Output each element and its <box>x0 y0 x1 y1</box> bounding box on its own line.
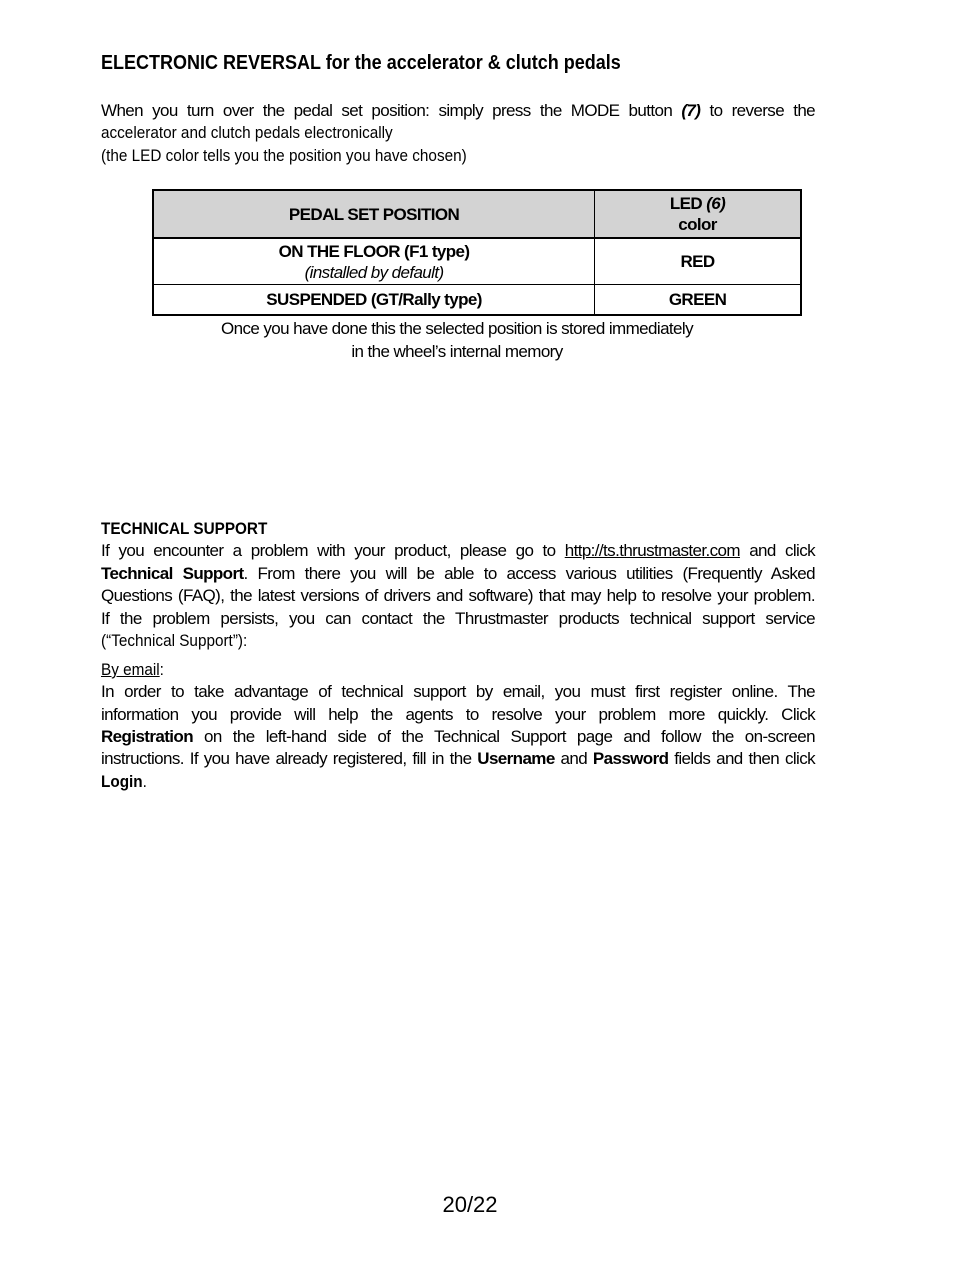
section-heading-technical-support: TECHNICAL SUPPORT <box>101 519 268 538</box>
table-header-position: PEDAL SET POSITION <box>153 190 595 238</box>
email-subheading: By email: <box>101 660 164 679</box>
support-line-1: If you encounter a problem with your product, please go to http://ts.thrustmaster.com and click <box>101 541 816 560</box>
email-line-4: instructions. If you have already registered, fill in the Username and Password fields and then click <box>101 749 816 768</box>
email-line-2: information you provide will help the agents to resolve your problem more quickly. Click <box>101 705 815 724</box>
table-note-line-2: in the wheel’s internal memory <box>351 342 563 361</box>
table-header-led: LED (6) color <box>595 190 801 238</box>
support-website-link[interactable]: http://ts.thrustmaster.com <box>564 541 740 560</box>
table-cell-led: RED <box>595 238 801 285</box>
reversal-paragraph-line-3: (the LED color tells you the position you have chosen) <box>101 146 467 165</box>
support-line-4: If the problem persists, you can contact the Thrustmaster products technical support service <box>101 609 815 628</box>
reversal-paragraph-line-1: When you turn over the pedal set position: simply press the MODE button (7) to reverse the <box>101 101 816 120</box>
button-reference-7: (7) <box>681 101 701 120</box>
page-number: 20/22 <box>442 1192 498 1217</box>
section-heading-electronic-reversal: ELECTRONIC REVERSAL for the accelerator & clutch pedals <box>101 52 621 74</box>
table-row <box>153 285 801 316</box>
support-line-5: (“Technical Support”): <box>101 631 248 650</box>
table-cell-position: ON THE FLOOR (F1 type) (installed by default) <box>153 238 595 285</box>
pedal-set-table <box>152 189 802 316</box>
support-line-2: Technical Support. From there you will be able to access various utilities (Frequently Asked <box>101 564 815 583</box>
table-note-line-1: Once you have done this the selected position is stored immediately <box>221 319 693 338</box>
table-row <box>153 238 801 285</box>
email-line-1: In order to take advantage of technical support by email, you must first register online. The <box>101 682 815 701</box>
support-line-3: Questions (FAQ), the latest versions of drivers and software) that may help to resolve your problem. <box>101 586 815 605</box>
table-cell-led: GREEN <box>595 285 801 316</box>
table-cell-position: SUSPENDED (GT/Rally type) <box>153 285 595 316</box>
reversal-paragraph-line-2: accelerator and clutch pedals electronically <box>101 123 393 142</box>
email-line-5: Login. <box>101 772 147 791</box>
email-line-3: Registration on the left-hand side of the Technical Support page and follow the on-screen <box>101 727 815 746</box>
